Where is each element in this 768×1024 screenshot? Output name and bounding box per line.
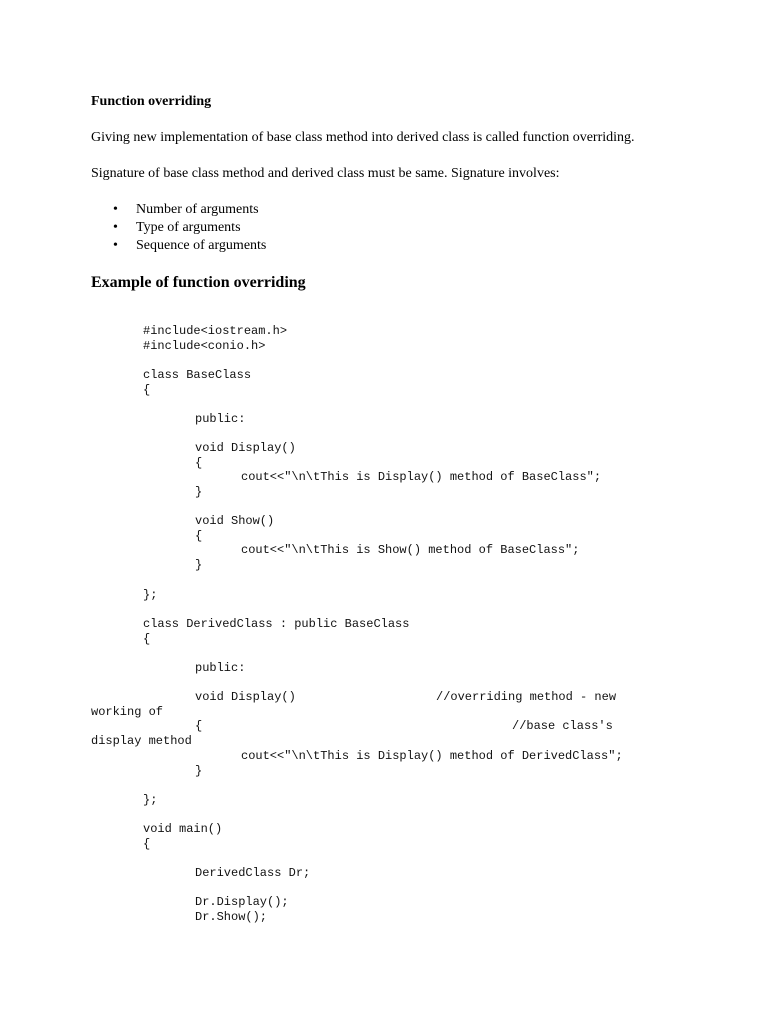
code-line: { xyxy=(195,719,203,733)
code-line: { xyxy=(143,837,151,851)
code-line: { xyxy=(195,456,203,470)
code-comment: //base class's xyxy=(512,719,613,733)
example-heading: Example of function overriding xyxy=(91,274,306,291)
code-line: cout<<"\n\tThis is Display() method of BaseClass"; xyxy=(241,470,602,484)
code-line: void Display() xyxy=(195,441,296,455)
code-line: public: xyxy=(195,412,246,426)
code-line: #include<conio.h> xyxy=(143,339,266,353)
code-line: { xyxy=(143,383,151,397)
list-item-text: Type of arguments xyxy=(136,220,241,235)
code-line: } xyxy=(195,764,203,778)
code-line: { xyxy=(195,529,203,543)
code-line: cout<<"\n\tThis is Show() method of BaseClass"; xyxy=(241,543,580,557)
code-comment: working of xyxy=(91,705,164,719)
code-line: { xyxy=(143,632,151,646)
code-line: } xyxy=(195,485,203,499)
bullet-icon: • xyxy=(113,238,118,253)
list-item-text: Sequence of arguments xyxy=(136,238,267,253)
code-line: class BaseClass xyxy=(143,368,252,382)
code-line: class DerivedClass : public BaseClass xyxy=(143,617,410,631)
code-line: }; xyxy=(143,793,158,807)
bullet-icon: • xyxy=(113,202,118,217)
code-line: DerivedClass Dr; xyxy=(195,866,311,880)
bullet-icon: • xyxy=(113,220,118,235)
list-item-text: Number of arguments xyxy=(136,202,259,217)
code-line: void main() xyxy=(143,822,223,836)
code-line: public: xyxy=(195,661,246,675)
section-heading: Function overriding xyxy=(91,94,212,109)
definition-paragraph: Giving new implementation of base class method into derived class is called function overriding. xyxy=(91,130,635,145)
code-line: void Display() xyxy=(195,690,296,704)
code-line: } xyxy=(195,558,203,572)
code-line: #include<iostream.h> xyxy=(143,324,288,338)
code-comment: //overriding method - new xyxy=(436,690,617,704)
signature-paragraph: Signature of base class method and derived class must be same. Signature involves: xyxy=(91,166,560,181)
code-comment: display method xyxy=(91,734,192,748)
code-line: Dr.Show(); xyxy=(195,910,268,924)
code-line: void Show() xyxy=(195,514,275,528)
code-line: Dr.Display(); xyxy=(195,895,289,909)
code-line: }; xyxy=(143,588,158,602)
code-line: cout<<"\n\tThis is Display() method of DerivedClass"; xyxy=(241,749,623,763)
